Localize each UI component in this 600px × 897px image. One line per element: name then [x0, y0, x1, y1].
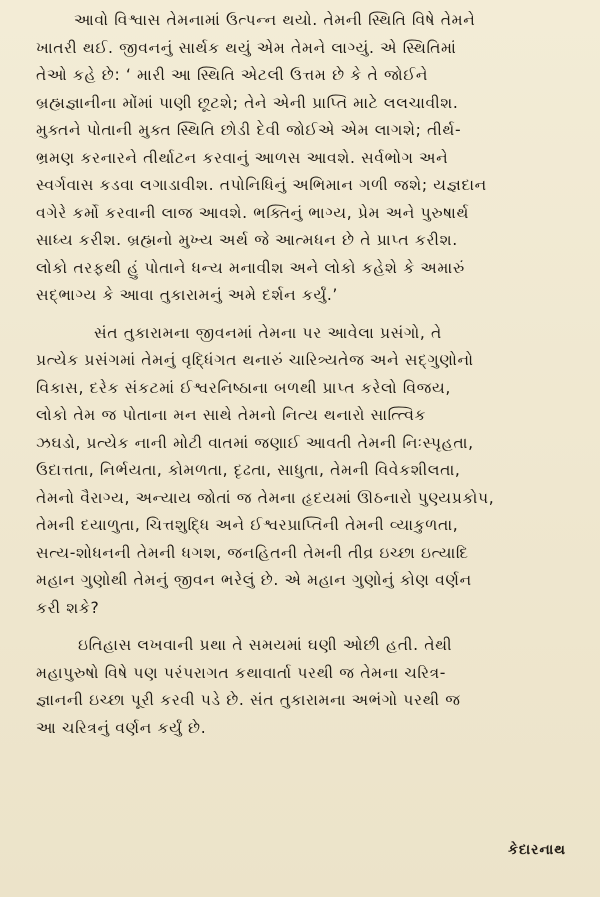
text-line: ઇતિહાસ લખવાની પ્રથા તે સમયમાં ઘણી ઓછી હતી. તેથી: [78, 636, 453, 654]
text-line: મહાપુરુષો વિષે પણ પરંપરાગત કથાવાર્તા પરથી જ તેમના ચરિત્ર-: [36, 663, 447, 682]
text-line: બ્રહ્મજ્ઞાનીના મોંમાં પાણી છૂટશે; તેને એની પ્રાપ્તિ માટે લલચાવીશ.: [36, 93, 459, 112]
text-line: મુક્તને પોતાની મુક્ત સ્થિતિ છોડી દેવી જોઈએ એમ લાગશે; તીર્થ-: [36, 121, 462, 139]
text-line: ઝઘડો, પ્રત્યેક નાની મોટી વાતમાં જણાઈ આવતી તેમની નિઃસ્પૃહતા,: [36, 433, 474, 452]
text-line: વગેરે કર્મો કરવાની લાજ આવશે. ભક્તિનું ભાગ્ય, પ્રેમ અને પુરુષાર્થ: [36, 203, 470, 222]
text-line: સ્વર્ગવાસ કડવા લગાડાવીશ. તપોનિધિનું અભિમાન ગળી જશે; યજ્ઞદાન: [36, 176, 487, 194]
text-line: આવો વિશ્વાસ તેમનામાં ઉત્પન્ન થયો. તેમની સ્થિતિ વિષે તેમને: [74, 11, 476, 29]
text-line: કરી શકે?: [36, 598, 100, 617]
author-signature: કેદારનાથ: [508, 842, 566, 858]
text-line: આ ચરિત્રનું વર્ણન કર્યું છે.: [36, 718, 207, 737]
text-line: લોકો તેમ જ પોતાના મન સાથે તેમનો નિત્ય થનારો સાત્ત્વિક: [36, 406, 427, 424]
text-line: સાધ્ય કરીશ. બ્રહ્મનો મુખ્ય અર્થ જે આત્મધન છે તે પ્રાપ્ત કરીશ.: [36, 231, 458, 249]
paragraph-2: [36, 320, 576, 623]
text-line: લોકો તરફથી હું પોતાને ધન્ય મનાવીશ અને લોકો કહેશે કે અમારું: [36, 258, 465, 277]
text-line: પ્રત્યેક પ્રસંગમાં તેમનું વૃદ્ધિંગત થનારું ચારિત્ર્યતેજ અને સદ્ગુણોનો: [36, 351, 474, 369]
paragraph-gap: [36, 622, 576, 632]
paragraph-gap: [36, 310, 576, 320]
text-line: તેમની દયાળુતા, ચિત્તશુદ્ધિ અને ઈશ્વરપ્રાપ્તિની તેમની વ્યાકુળતા,: [36, 516, 459, 534]
text-line: સત્ય-શોધનની તેમની ધગશ, જનહિતની તેમની તીવ્ર ઇચ્છા ઇત્યાદિ: [36, 543, 469, 562]
text-line: જ્ઞાનની ઇચ્છા પૂરી કરવી પડે છે. સંત તુકારામના અભંગો પરથી જ: [36, 691, 461, 709]
text-line: ભ્રમણ કરનારને તીર્થાટન કરવાનું આળસ આવશે. સર્વભોગ અને: [36, 148, 449, 167]
paragraph-3: [36, 632, 576, 742]
text-line: ખાતરી થઈ. જીવનનું સાર્થક થયું એમ તેમને લાગ્યું. એ સ્થિતિમાં: [36, 38, 457, 57]
text-line: તેઓ કહે છે: ‘ મારી આ સ્થિતિ એટલી ઉત્તમ છે કે તે જોઈને: [36, 66, 429, 84]
text-line: તેમનો વૈરાગ્ય, અન્યાય જોતાં જ તેમના હૃદયમાં ઊઠનારો પુણ્યપ્રકોપ,: [36, 488, 495, 507]
text-line: સંત તુકારામના જીવનમાં તેમના પર આવેલા પ્રસંગો, તે: [94, 323, 442, 342]
paragraph-1: [36, 7, 576, 310]
text-line: સદ્ભાગ્ય કે આવા તુકારામનું અમે દર્શન કર્યું.’: [36, 286, 338, 304]
text-line: મહાન ગુણોથી તેમનું જીવન ભરેલું છે. એ મહાન ગુણોનું કોણ વર્ણન: [36, 571, 472, 589]
text-line: વિકાસ, દરેક સંકટમાં ઈશ્વરનિષ્ઠાના બળથી પ્રાપ્ત કરેલો વિજય,: [36, 378, 451, 397]
text-line: ઉદાત્તતા, નિર્ભયતા, કોમળતા, દૃઢતા, સાધુતા, તેમની વિવેકશીલતા,: [36, 461, 461, 479]
